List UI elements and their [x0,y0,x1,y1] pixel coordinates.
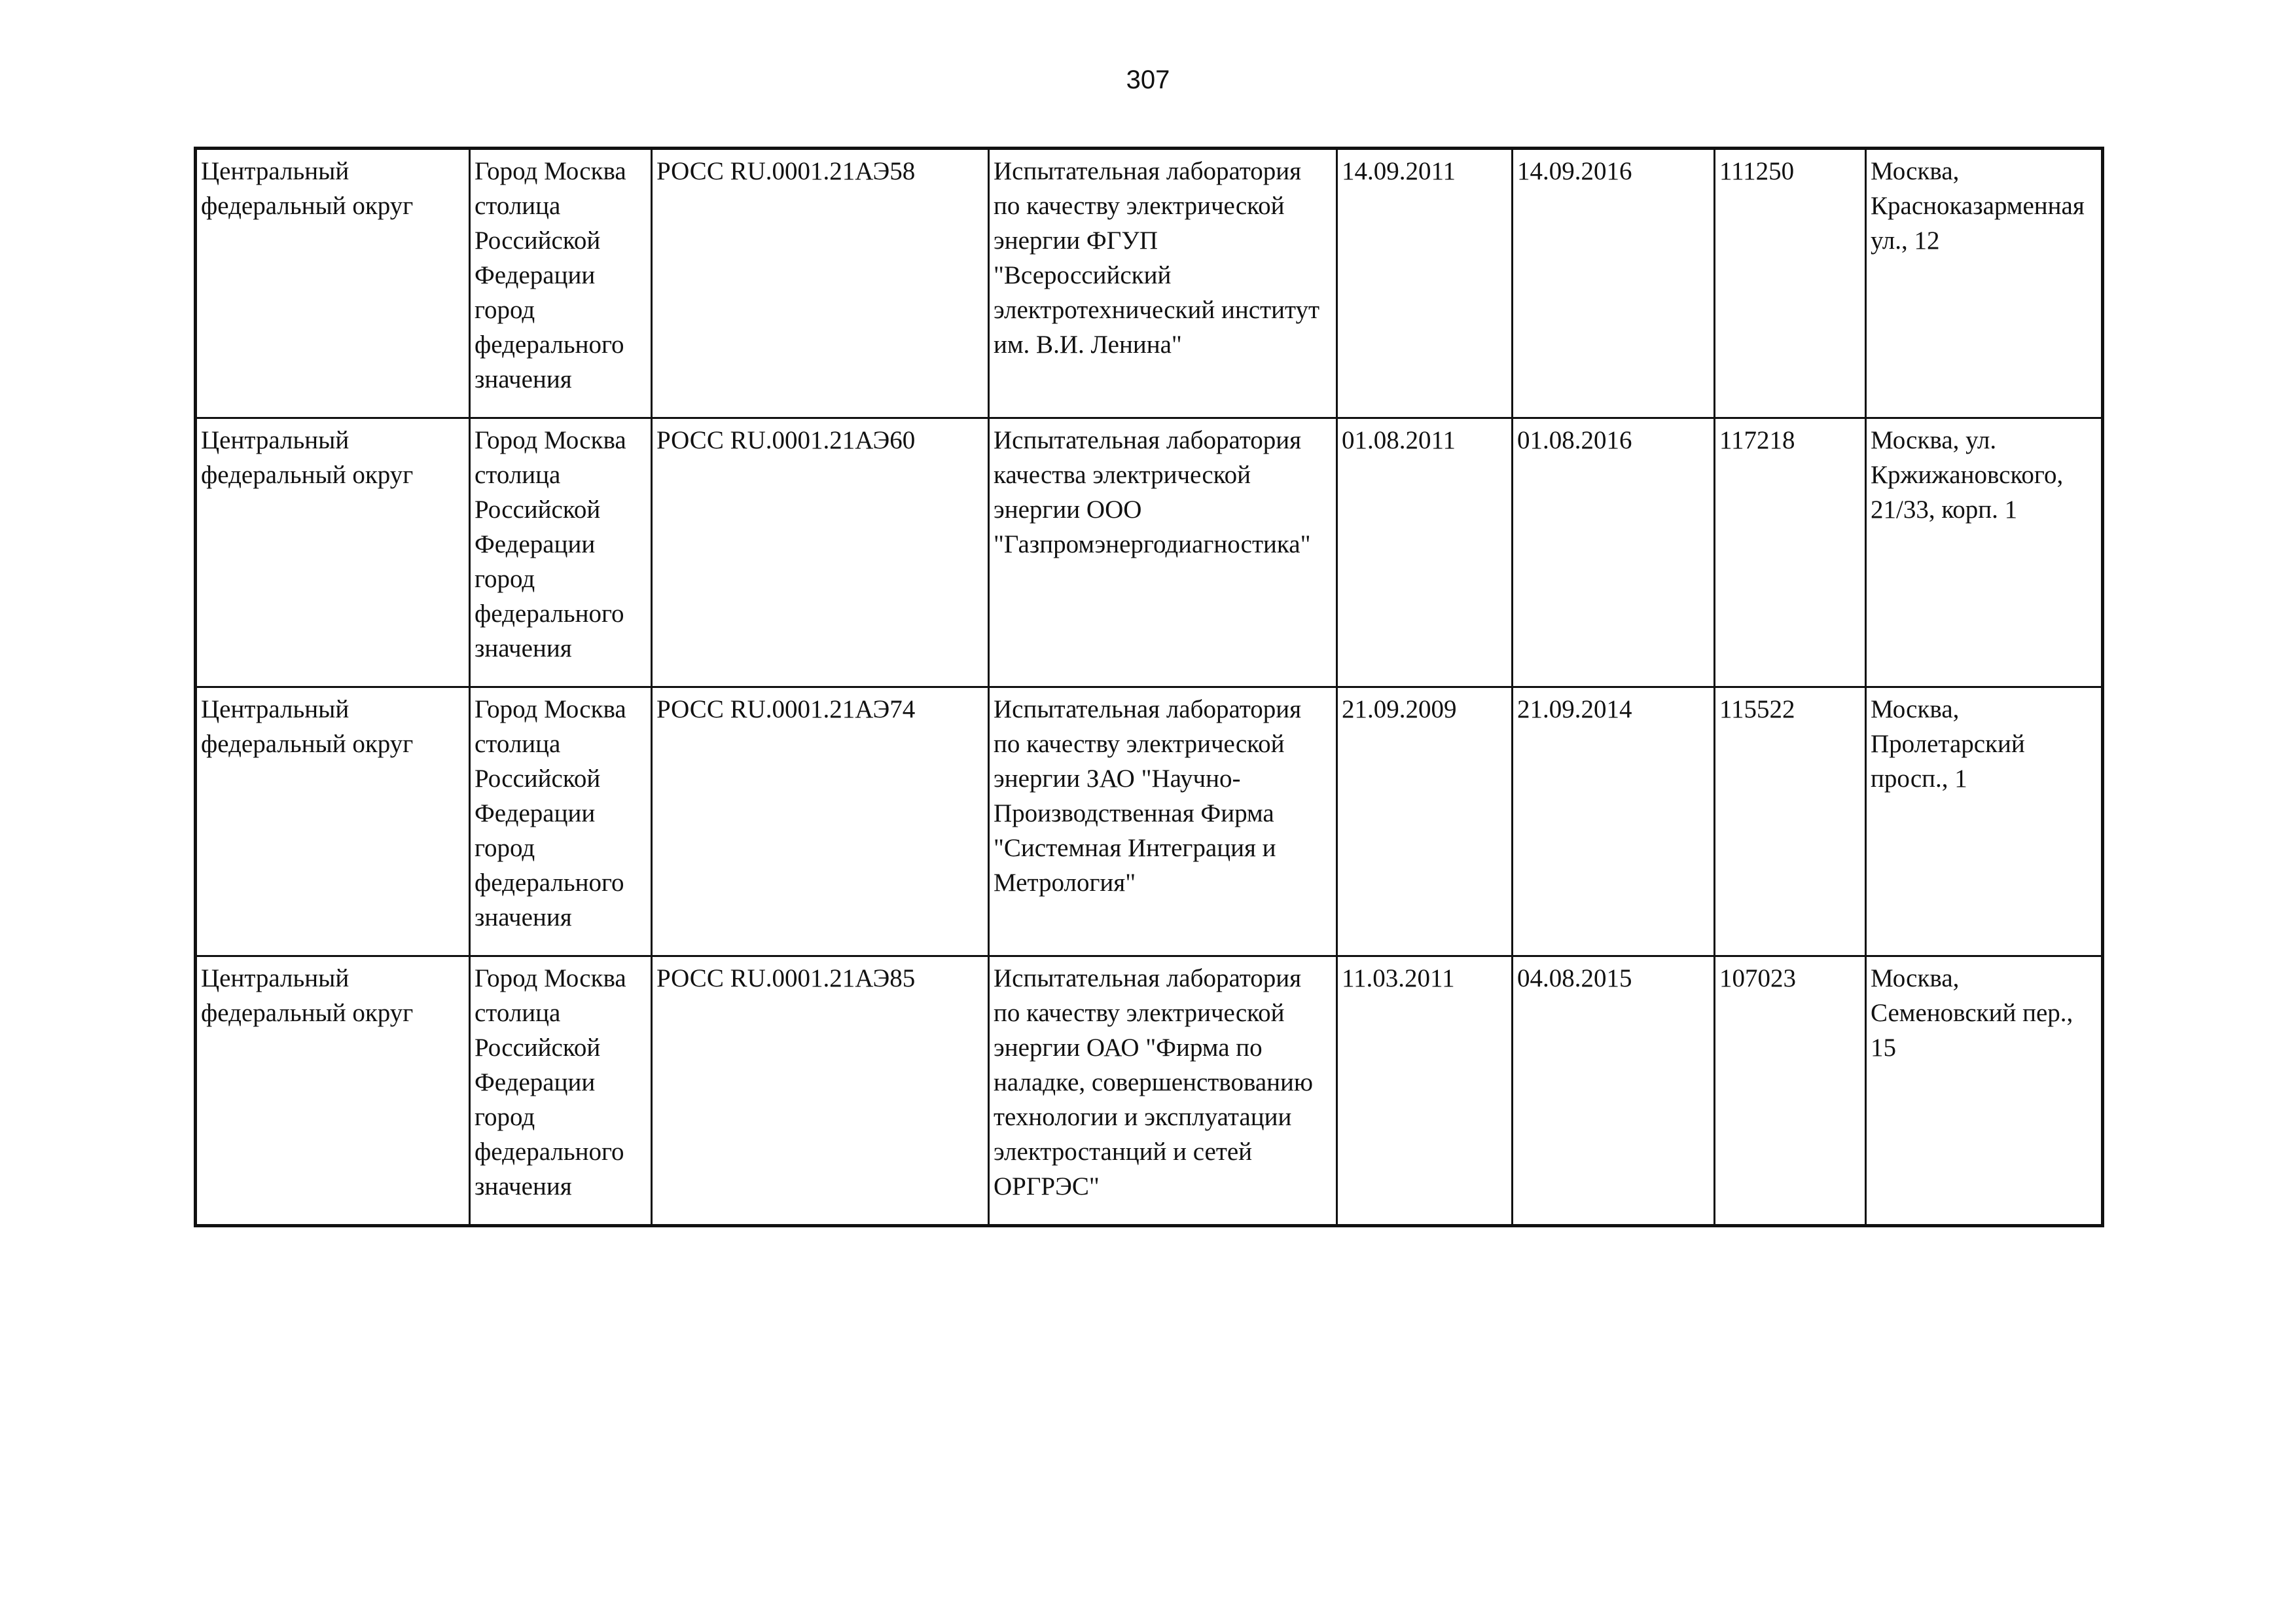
region-cell: Город Москва столица Российской Федерации город федерального значения [470,956,652,1226]
address-cell: Москва, Пролетарский просп., 1 [1866,687,2103,956]
laboratory-cell: Испытательная лаборатория по качеству электрической энергии ОАО "Фирма по наладке, совершенствованию технологии и эксплуатации электростанций и сетей ОРГРЭС" [989,956,1337,1226]
certificate-cell: РОСС RU.0001.21АЭ58 [652,149,989,418]
district-cell: Центральный федеральный округ [196,956,470,1226]
region-cell: Город Москва столица Российской Федерации город федерального значения [470,687,652,956]
district-cell: Центральный федеральный округ [196,149,470,418]
certificate-cell: РОСС RU.0001.21АЭ74 [652,687,989,956]
page-number: 307 [1126,65,1170,94]
postcode-cell: 111250 [1715,149,1866,418]
date-valid-cell: 21.09.2014 [1513,687,1715,956]
date-valid-cell: 14.09.2016 [1513,149,1715,418]
postcode-cell: 115522 [1715,687,1866,956]
district-cell: Центральный федеральный округ [196,418,470,687]
laboratory-registry-table [194,147,2104,1227]
laboratory-cell: Испытательная лаборатория качества электрической энергии ООО "Газпромэнергодиагностика" [989,418,1337,687]
table-row [196,956,2103,1226]
date-valid-cell: 04.08.2015 [1513,956,1715,1226]
date-issued-cell: 01.08.2011 [1337,418,1513,687]
address-cell: Москва, Семеновский пер., 15 [1866,956,2103,1226]
region-cell: Город Москва столица Российской Федерации город федерального значения [470,418,652,687]
postcode-cell: 117218 [1715,418,1866,687]
table-row [196,149,2103,418]
table-row [196,418,2103,687]
date-issued-cell: 11.03.2011 [1337,956,1513,1226]
laboratory-cell: Испытательная лаборатория по качеству электрической энергии ФГУП "Всероссийский электротехнический институт им. В.И. Ленина" [989,149,1337,418]
date-valid-cell: 01.08.2016 [1513,418,1715,687]
date-issued-cell: 14.09.2011 [1337,149,1513,418]
region-cell: Город Москва столица Российской Федерации город федерального значения [470,149,652,418]
table-row [196,687,2103,956]
laboratory-cell: Испытательная лаборатория по качеству электрической энергии ЗАО "Научно-Производственная Фирма "Системная Интеграция и Метрология" [989,687,1337,956]
certificate-cell: РОСС RU.0001.21АЭ85 [652,956,989,1226]
district-cell: Центральный федеральный округ [196,687,470,956]
certificate-cell: РОСС RU.0001.21АЭ60 [652,418,989,687]
postcode-cell: 107023 [1715,956,1866,1226]
date-issued-cell: 21.09.2009 [1337,687,1513,956]
address-cell: Москва, ул. Кржижановского, 21/33, корп. 1 [1866,418,2103,687]
address-cell: Москва, Красноказарменная ул., 12 [1866,149,2103,418]
